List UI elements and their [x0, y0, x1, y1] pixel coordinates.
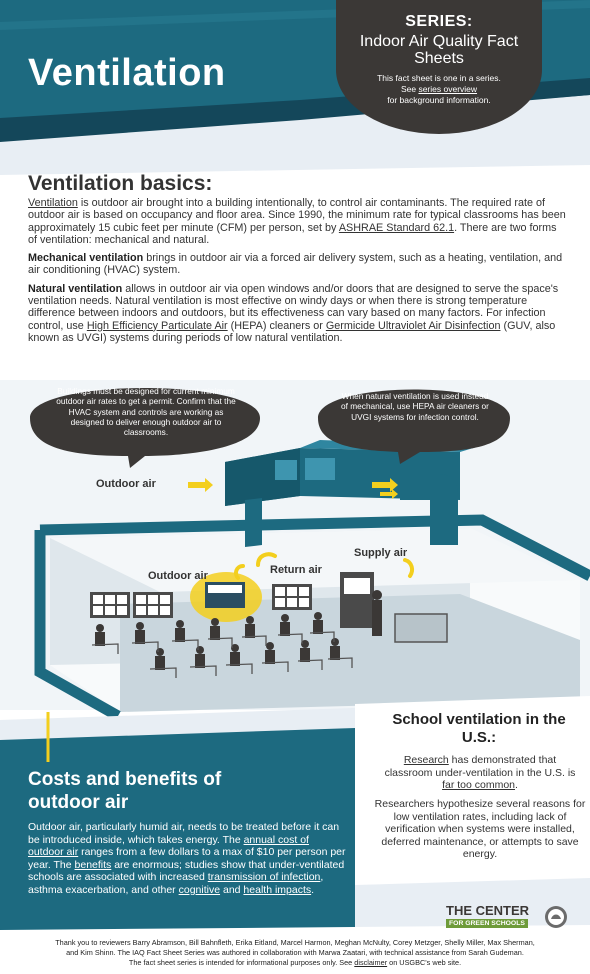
basics-p2-text: brings in outdoor air via a forced air delivery system, such as a heating, ventilation, and air conditioning (HVAC) system.: [28, 252, 563, 277]
transmission-link[interactable]: transmission of infection: [207, 871, 321, 884]
costs-text-b: ranges from a few dollars to a max of $10 per person per year. The: [28, 846, 346, 871]
footer-line1: Thank you to reviewers Barry Abramson, Bill Bahnfleth, Erika Eitland, Marcel Harmon, Meghan McNulty, Corey Metzger, Shelly Miller, Max Sherman,: [55, 938, 535, 947]
natural-term: Natural ventilation: [28, 282, 123, 295]
supply-air-label: Supply air: [354, 547, 408, 559]
annual-cost-link[interactable]: annual cost of outdoor air: [28, 833, 309, 859]
costs-text-a: Outdoor air, particularly humid air, needs to be treated before it can be introduced inside, which takes energy. The: [28, 821, 340, 846]
outdoor-air-window-label: Outdoor air: [148, 570, 208, 582]
page-title: Ventilation: [28, 52, 226, 94]
outdoor-air-top-label: Outdoor air: [96, 478, 156, 490]
series-badge: [336, 0, 542, 132]
series-note-line3: for background information.: [387, 95, 491, 105]
center-for-green-schools-logo[interactable]: [440, 903, 570, 931]
series-overview-link[interactable]: series overview: [418, 84, 478, 94]
costs-text-e: and: [220, 883, 244, 896]
school-paragraph-1: [380, 754, 580, 792]
school-p1-end: .: [515, 779, 518, 791]
guv-link[interactable]: Germicide Ultraviolet Air Disinfection: [325, 319, 501, 332]
basics-section: [28, 197, 568, 350]
basics-p3-text: allows in outdoor air via open windows and/or doors that are designed to serve the space's ventilation needs. Natural ventilation is most effective on windy days or when there is strong temperature difference between indoors and outdoors, but its effectiveness can vary based on many factors. For infection control, use: [28, 282, 559, 332]
logo-emblem-icon: [544, 905, 568, 929]
costs-text-f: .: [311, 883, 315, 896]
basics-paragraph-2: [28, 252, 568, 277]
ashrae-link[interactable]: ASHRAE Standard 62.1: [338, 221, 455, 234]
ventilation-link[interactable]: Ventilation: [28, 197, 78, 209]
disclaimer-link[interactable]: disclaimer: [354, 958, 388, 967]
hepa-link[interactable]: High Efficiency Particulate Air: [86, 319, 228, 332]
footer: [6, 938, 584, 968]
bubble-right: When natural ventilation is used instead of mechanical, use HEPA air cleaners or UVGI systems for infection control.: [341, 391, 489, 422]
basics-heading: Ventilation basics:: [28, 172, 213, 195]
benefits-link[interactable]: benefits: [74, 858, 112, 871]
series-name: Indoor Air Quality Fact Sheets: [359, 33, 519, 67]
research-link[interactable]: Research: [403, 754, 449, 766]
series-note: [336, 73, 542, 106]
school-ventilation-title: School ventilation in the U.S.:: [392, 711, 566, 746]
costs-text-c: are enormous; studies show that under-ventilated schools are associated with increased: [28, 858, 345, 884]
series-note-see: See: [400, 84, 417, 94]
basics-paragraph-3: [28, 283, 568, 344]
mechanical-term: Mechanical ventilation: [28, 252, 144, 265]
basics-p1-end: . There are two forms of ventilation: mechanical and natural.: [28, 221, 557, 246]
return-air-label: Return air: [270, 564, 322, 576]
basics-p1-text: is outdoor air brought into a building intentionally, to control air contaminants. The required rate of outdoor air is based on occupancy and floor area. Since 1990, the minimum rate for typical classrooms has been approximately 15 cubic feet per minute (CFM) per person, set by: [28, 197, 566, 234]
basics-paragraph-1: [28, 197, 568, 246]
costs-paragraph: [28, 821, 346, 897]
logo-line1: THE CENTER: [446, 903, 530, 918]
far-too-common-link[interactable]: far too common: [442, 779, 516, 791]
bubble-left: Buildings must be designed for current minimum outdoor air rates to get a permit. Confirm that the HVAC system and controls are working as designed to deliver enough outdoor air to classrooms.: [56, 386, 236, 438]
footer-line2: and Kim Shinn. The IAQ Fact Sheet Series was authored in collaboration with Marwa Zaatari, with technical assistance from Sarah Gudeman.: [66, 948, 524, 957]
school-paragraph-2: Researchers hypothesize several reasons for low ventilation rates, including lack of verification when systems were installed, deferred maintenance, or attempts to save energy.: [374, 798, 586, 860]
series-label: SERIES:: [405, 13, 473, 30]
school-p1-text: has demonstrated that classroom under-ventilation in the U.S. is: [384, 754, 576, 779]
series-note-line1: This fact sheet is one in a series.: [377, 73, 501, 83]
basics-p3-mid: (HEPA) cleaners or: [227, 319, 326, 332]
logo-line2: FOR GREEN SCHOOLS: [446, 919, 528, 928]
basics-p3-end: (GUV, also known as UVGI) systems during periods of low natural ventilation.: [28, 319, 556, 344]
footer-line3b: on USGBC's web site.: [387, 958, 462, 967]
costs-text-d: , asthma exacerbation, and other: [28, 871, 324, 896]
footer-line3a: The fact sheet series is intended for informational purposes only. See: [128, 958, 355, 967]
cognitive-link[interactable]: cognitive: [178, 883, 221, 896]
health-impacts-link[interactable]: health impacts: [243, 883, 312, 896]
costs-title: Costs and benefits of outdoor air: [28, 769, 222, 813]
